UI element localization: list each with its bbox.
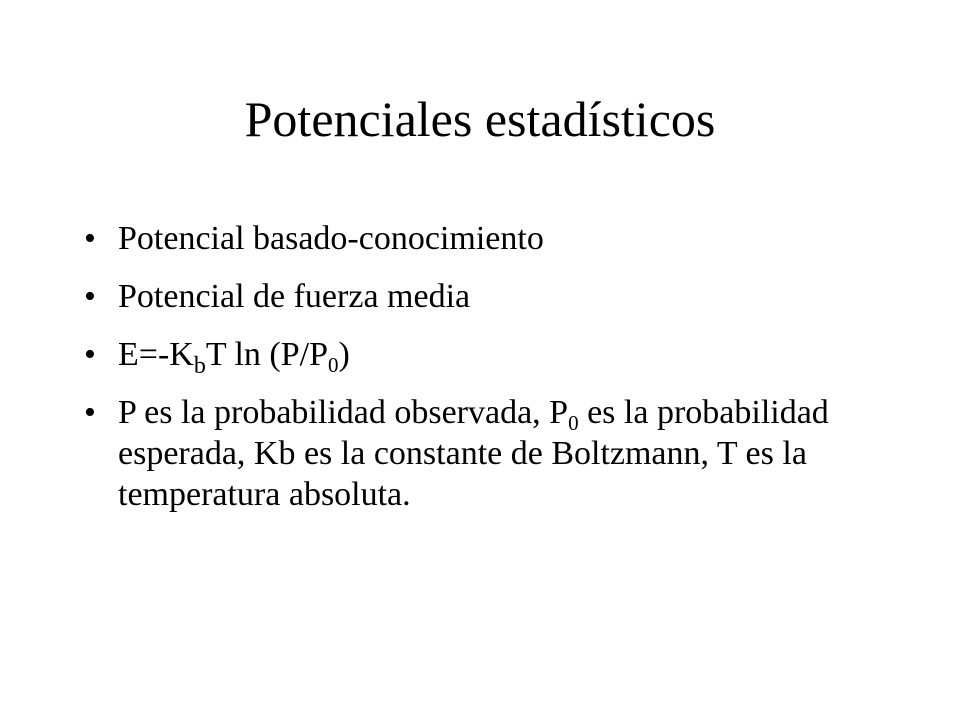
bullet-marker: • xyxy=(84,394,96,431)
bullet-text: Potencial basado-conocimiento xyxy=(118,220,544,257)
slide-title: Potenciales estadísticos xyxy=(244,91,716,147)
bullet-item-formula xyxy=(84,334,904,379)
formula-subscript-0: 0 xyxy=(328,353,339,377)
formula-part-3: ) xyxy=(338,336,350,373)
bullet-item-knowledge-based xyxy=(84,218,904,259)
bullet-text: Potencial de fuerza media xyxy=(118,278,471,315)
definitions-subscript-0: 0 xyxy=(568,411,579,435)
bullet-item-definitions xyxy=(84,392,904,515)
bullet-list xyxy=(84,218,904,532)
formula-part-2: T ln (P/P xyxy=(205,336,329,373)
definitions-part-1: P es la probabilidad observada, P xyxy=(118,394,569,431)
formula-subscript-b: b xyxy=(193,353,206,379)
formula xyxy=(118,336,350,379)
bullet-marker: • xyxy=(84,278,96,315)
bullet-marker: • xyxy=(84,336,96,373)
formula-part-1: E=-K xyxy=(118,336,194,373)
definitions-part-2: es la probabilidad esperada, Kb es la constante de Boltzmann, T es la temperatura absoluta. xyxy=(118,394,829,513)
bullet-item-mean-force xyxy=(84,276,904,317)
bullet-marker: • xyxy=(84,220,96,257)
